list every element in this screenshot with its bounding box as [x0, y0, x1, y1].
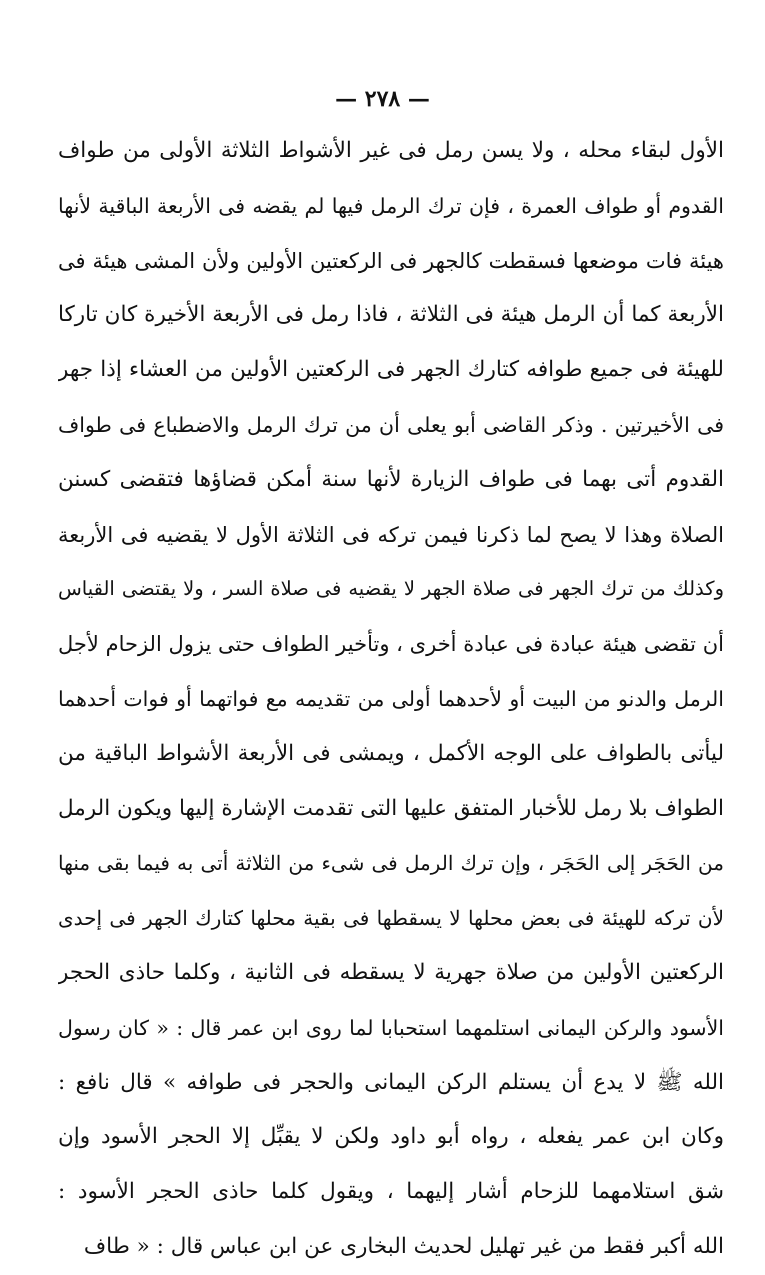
text-line: أن تقضى هيئة عبادة فى عبادة أخرى ، وتأخير الطواف حتى يزول الزحام لأجل [58, 632, 724, 657]
text-line: الركعتين الأولين من صلاة جهرية لا يسقطه فى الثانية ، وكلما حاذى الحجر [58, 959, 724, 985]
text-line: الله أكبر فقط من غير تهليل لحديث البخارى عن ابن عباس قال : « طاف [83, 1233, 724, 1259]
text-line: لأن تركه للهيئة فى بعض محلها لا يسقطها فى بقية محلها كتارك الجهر فى إحدى [58, 906, 724, 931]
text-line: الأربعة كما أن الرمل هيئة فى الثلاثة ، فاذا رمل فى الأربعة الأخيرة كان تاركا [58, 302, 724, 328]
text-line: فى الأخيرتين . وذكر القاضى أبو يعلى أن من ترك الرمل والاضطباع فى طواف [58, 412, 724, 437]
text-line: وكان ابن عمر يفعله ، رواه أبو داود ولكن لا يقبِّل إلا الحجر الأسود وإن [58, 1124, 724, 1150]
text-line: شق استلامهما للزحام أشار إليهما ، ويقول كلما حاذى الحجر الأسود : [58, 1179, 724, 1205]
page-number: — ٢٧٨ — [335, 86, 430, 112]
text-line: الصلاة وهذا لا يصح لما ذكرنا فيمن تركه فى الثلاثة الأول لا يقضيه فى الأربعة [58, 522, 724, 547]
text-line: للهيئة فى جميع طوافه كتارك الجهر فى الركعتين الأولين من العشاء إذا جهر [58, 357, 724, 383]
text-line: الطواف بلا رمل للأخبار المتفق عليها التى تقدمت الإشارة إليها ويكون الرمل [58, 795, 724, 821]
text-line: ليأتى بالطواف على الوجه الأكمل ، ويمشى فى الأربعة الأشواط الباقية من [58, 740, 724, 766]
text-line: الرمل والدنو من البيت أو لأحدهما أولى من تقديمه مع فواتهما أو فوات أحدهما [58, 686, 724, 711]
text-line: القدوم أو طواف العمرة ، فإن ترك الرمل فيها لم يقضه فى الأربعة الباقية لأنها [58, 193, 724, 218]
text-line: الله ﷺ لا يدع أن يستلم الركن اليمانى والحجر فى طوافه » قال نافع : [58, 1069, 724, 1095]
text-line: الأول لبقاء محله ، ولا يسن رمل فى غير الأشواط الثلاثة الأولى من طواف [58, 138, 724, 163]
text-line: هيئة فات موضعها فسقطت كالجهر فى الركعتين الأولين ولأن المشى هيئة فى [58, 248, 724, 273]
text-line: وكذلك من ترك الجهر فى صلاة الجهر لا يقضيه فى صلاة السر ، ولا يقتضى القياس [58, 577, 724, 601]
body-text [58, 124, 724, 1275]
text-line: الأسود والركن اليمانى استلمهما استحبابا لما روى ابن عمر قال : « كان رسول [58, 1015, 724, 1040]
text-line: القدوم أتى بهما فى طواف الزيارة لأنها سنة أمكن قضاؤها فتقضى كسنن [58, 466, 724, 492]
text-line: من الحَجَر إلى الحَجَر ، وإن ترك الرمل فى شىء من الثلاثة أتى به فيما بقى منها [58, 851, 724, 876]
